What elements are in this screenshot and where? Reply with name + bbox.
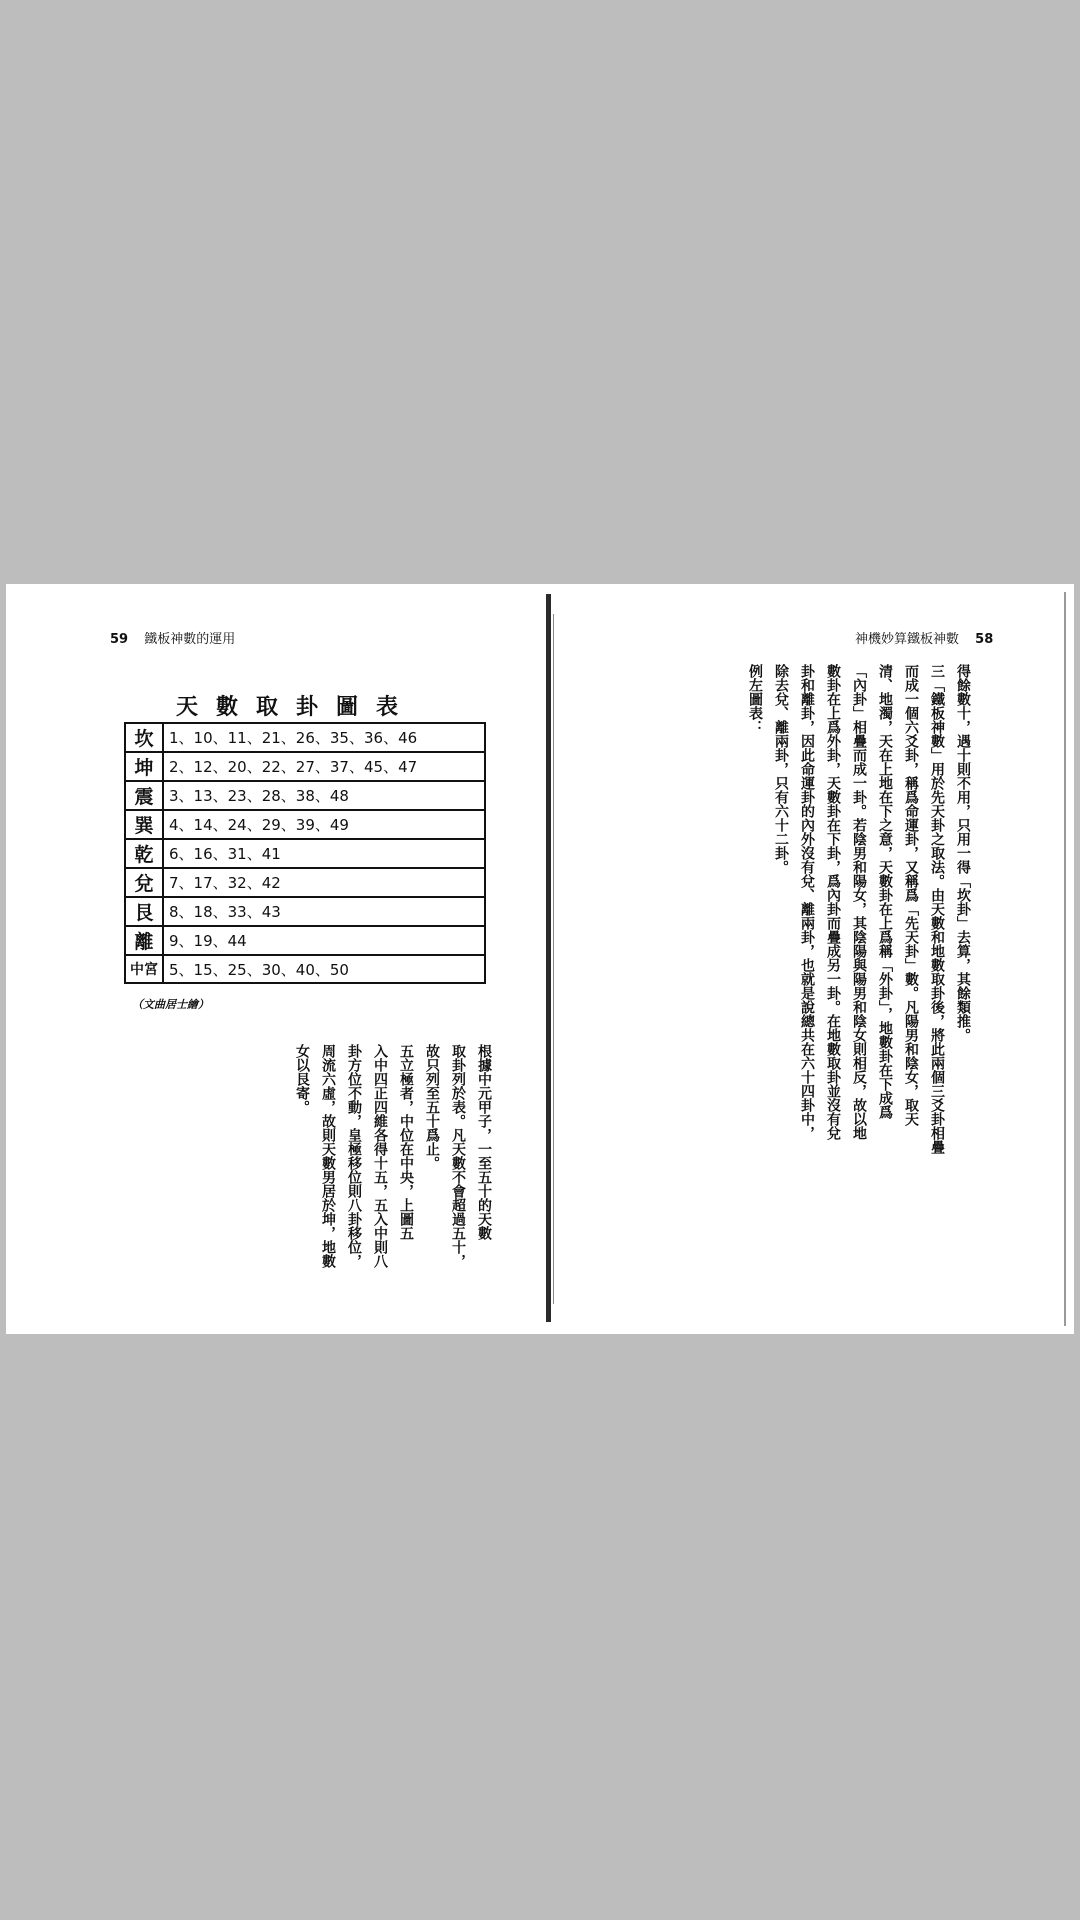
left-page-number: 59: [110, 632, 129, 647]
gua-name: 乾: [125, 839, 163, 868]
text-column: 周流六虛，故則天數男居於坤，地數: [320, 1044, 336, 1268]
text-column: 三「鐵板神數」用於先天卦之取法。由天數和地數取卦後，將此兩個三爻卦相疊: [929, 664, 945, 1154]
book-spine: [546, 594, 551, 1322]
left-running-title: 鐵板神數的運用: [144, 632, 236, 647]
gua-name: 中宮: [125, 955, 163, 983]
gua-numbers: 3、13、23、28、38、48: [163, 781, 485, 810]
right-page-number: 58: [975, 632, 994, 647]
gua-name: 坤: [125, 752, 163, 781]
text-column: 而成一個六爻卦，稱爲命運卦，又稱爲「先天卦」數。凡陽男和陰女，取天: [903, 664, 919, 1126]
text-column: 根據中元甲子，一至五十的天數: [476, 1044, 492, 1240]
table-title: 天數取卦圖表: [176, 695, 417, 720]
gua-numbers: 7、17、32、42: [163, 868, 485, 897]
table-row: [125, 868, 485, 897]
page-edge: [1064, 592, 1066, 1326]
gua-numbers: 8、18、33、43: [163, 897, 485, 926]
gua-numbers: 2、12、20、22、27、37、45、47: [163, 752, 485, 781]
illustration-credit: （文曲居士繪）: [132, 998, 209, 1011]
gua-numbers: 5、15、25、30、40、50: [163, 955, 485, 983]
gua-numbers: 9、19、44: [163, 926, 485, 955]
table-row: [125, 897, 485, 926]
text-column: 得餘數十，遇十則不用，只用一得「坎卦」去算，其餘類推。: [955, 664, 971, 1042]
text-column: 故只列至五十爲止。: [424, 1044, 440, 1170]
left-page-body: [283, 1044, 491, 1268]
table-row: [125, 723, 485, 752]
text-column: 例左圖表：: [747, 664, 763, 734]
spine-shadow: [553, 614, 554, 1304]
gua-numbers: 6、16、31、41: [163, 839, 485, 868]
gua-table: [124, 722, 486, 984]
right-page-header: [855, 628, 993, 647]
right-running-title: 神機妙算鐵板神數: [855, 632, 960, 647]
text-column: 清、地濁，天在上地在下之意，天數卦在上爲稱「外卦」，地數卦在下成爲: [877, 664, 893, 1119]
right-page-body: [736, 664, 970, 1154]
text-column: 「內卦」相疊而成一卦。若陰男和陽女，其陰陽與陽男和陰女則相反，故以地: [851, 664, 867, 1140]
left-page-header: [110, 628, 235, 647]
gua-name: 震: [125, 781, 163, 810]
text-column: 數卦在上爲外卦，天數卦在下卦，爲內卦而疊成另一卦。在地數取卦並沒有兌: [825, 664, 841, 1140]
gua-name: 艮: [125, 897, 163, 926]
text-column: 卦方位不動，皇極移位則八卦移位，: [346, 1044, 362, 1268]
table-row: [125, 839, 485, 868]
gua-name: 兌: [125, 868, 163, 897]
gua-numbers: 1、10、11、21、26、35、36、46: [163, 723, 485, 752]
table-row: [125, 926, 485, 955]
gua-numbers: 4、14、24、29、39、49: [163, 810, 485, 839]
gua-name: 離: [125, 926, 163, 955]
text-column: 女以艮寄。: [294, 1044, 310, 1114]
gua-name: 巽: [125, 810, 163, 839]
table-row: [125, 781, 485, 810]
text-column: 入中四正四維各得十五，五入中則八: [372, 1044, 388, 1268]
table-row: [125, 752, 485, 781]
text-column: 除去兌、離兩卦，只有六十二卦。: [773, 664, 789, 874]
book-spread: [6, 584, 1074, 1334]
table-row: [125, 955, 485, 983]
table-row: [125, 810, 485, 839]
text-column: 五立極者，中位在中央，上圖五: [398, 1044, 414, 1240]
gua-name: 坎: [125, 723, 163, 752]
text-column: 取卦列於表。凡天數不會超過五十，: [450, 1044, 466, 1268]
text-column: 卦和離卦，因此命運卦的內外沒有兌、離兩卦，也就是說總共在六十四卦中，: [799, 664, 815, 1140]
